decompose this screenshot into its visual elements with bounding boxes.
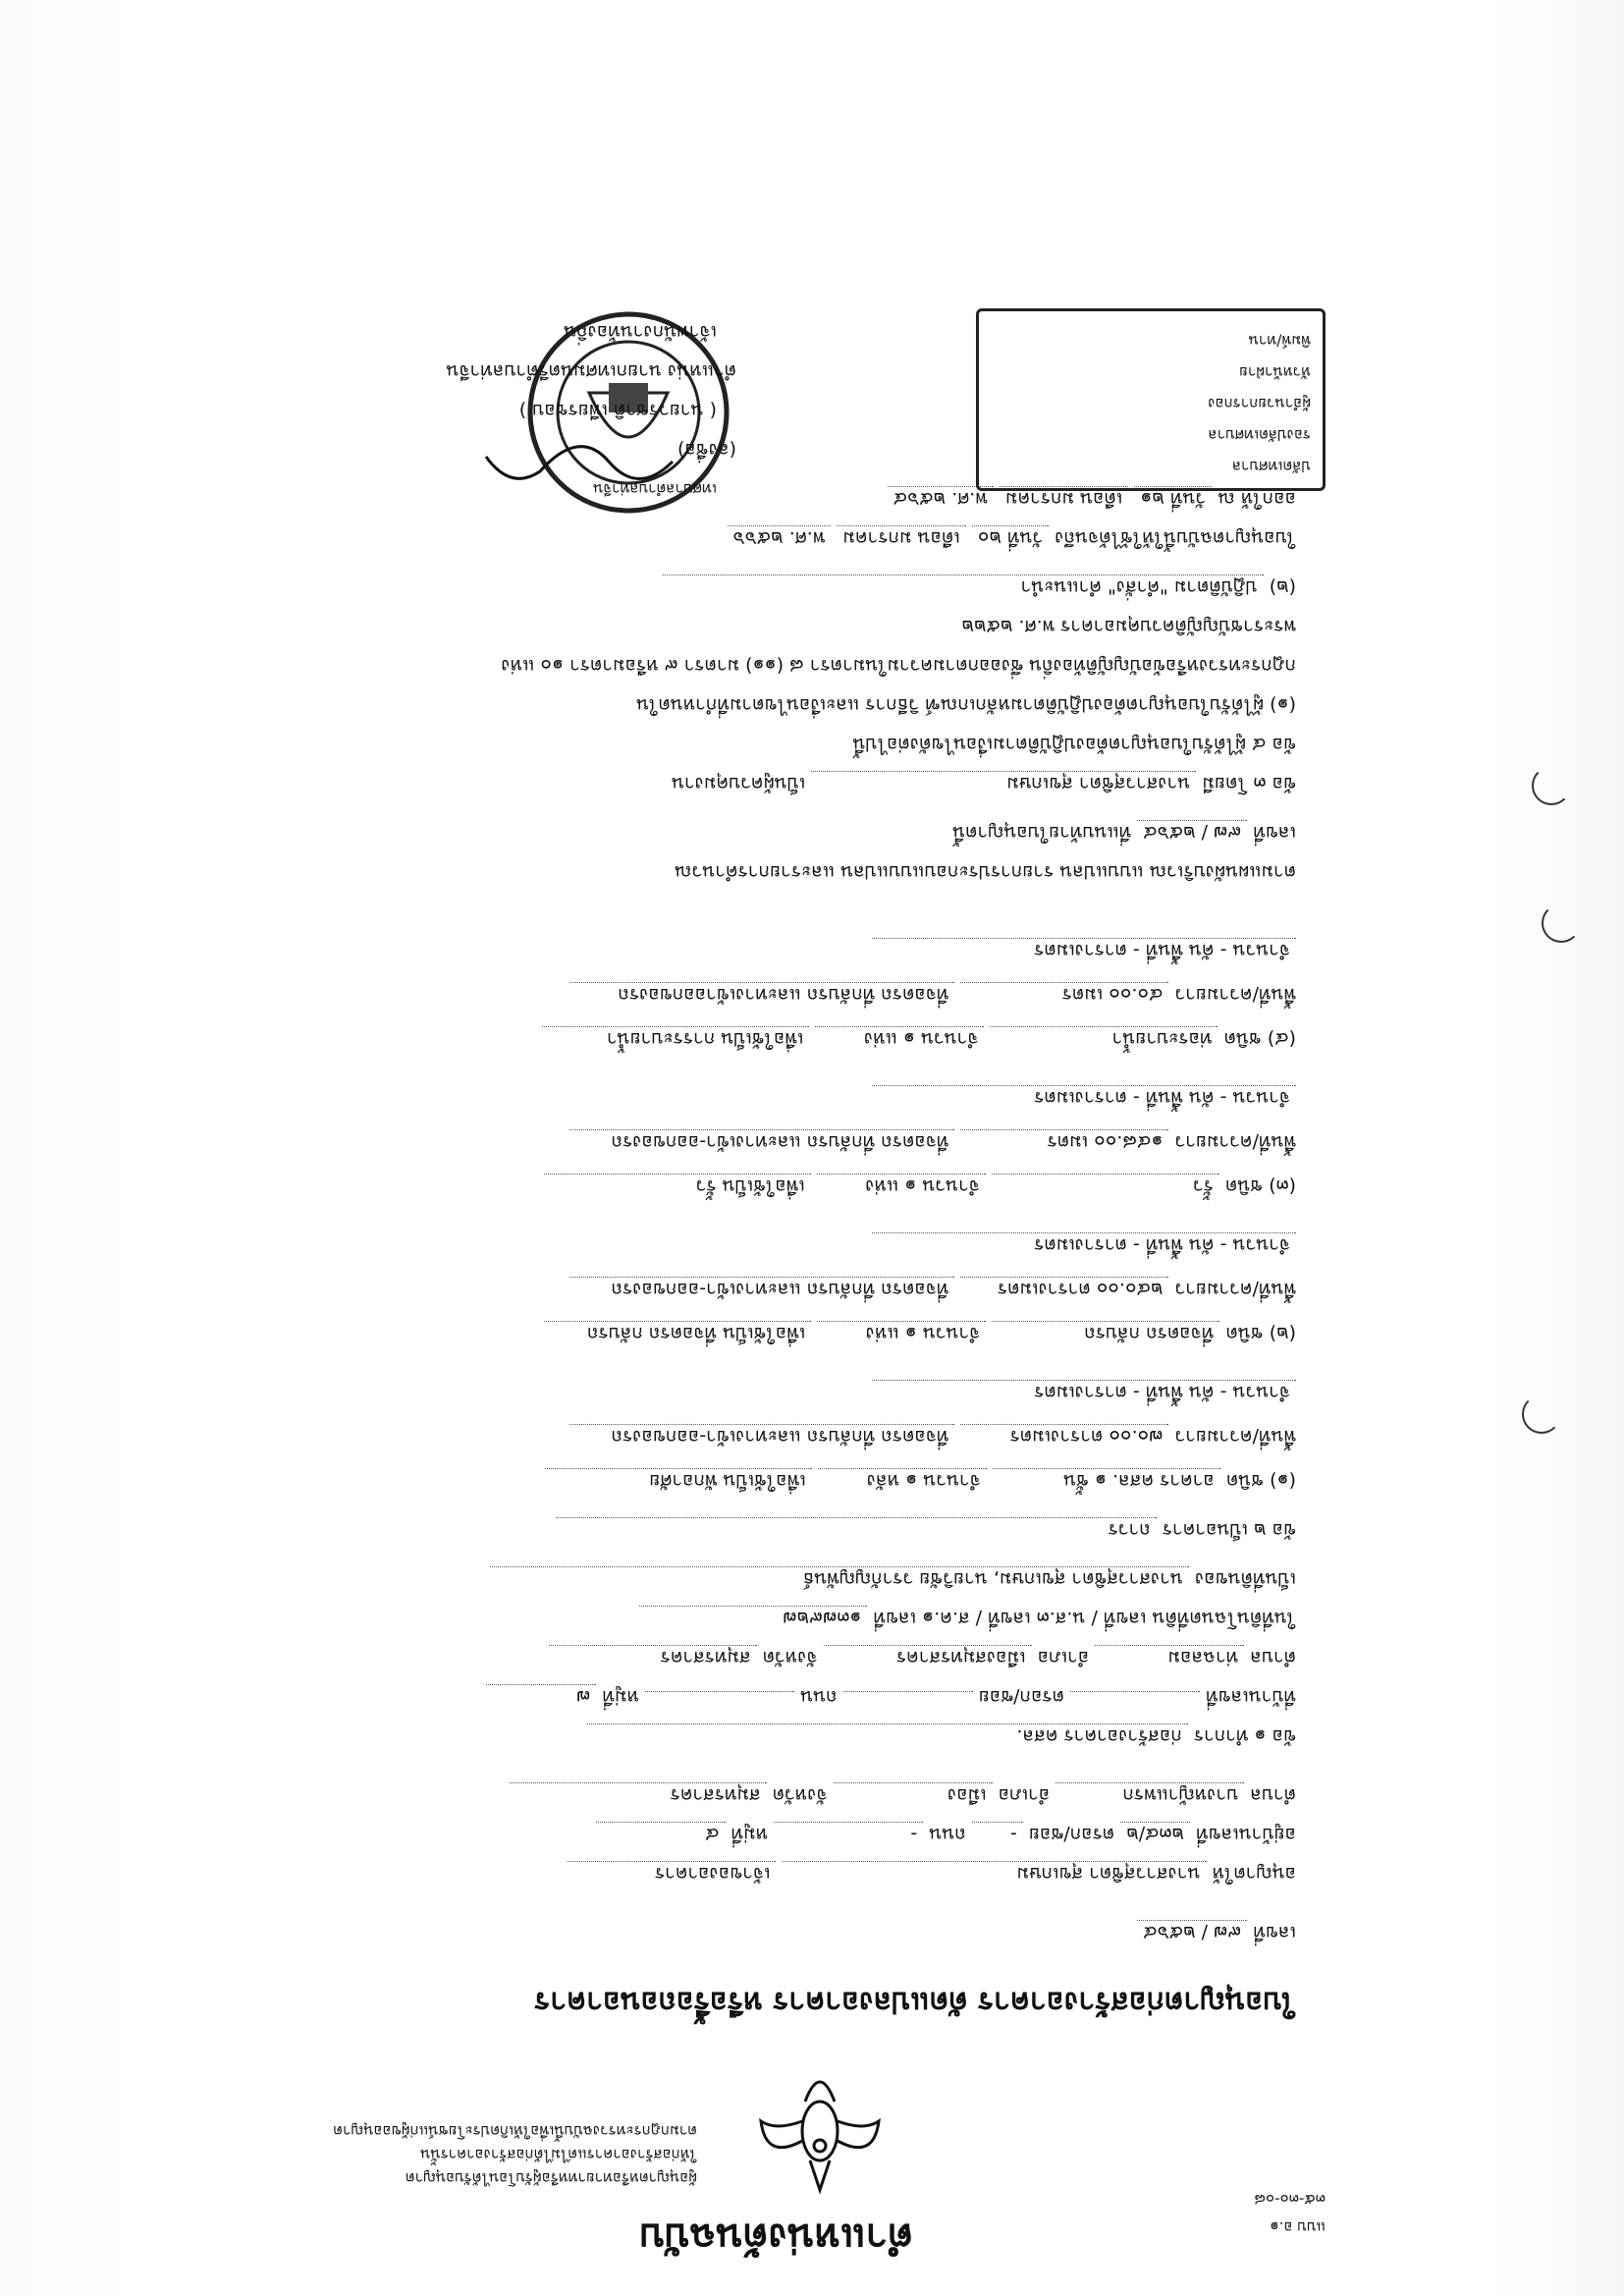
- signature-scribble-icon: [481, 442, 677, 501]
- form-code: แบบ อ.๑: [1270, 2218, 1326, 2236]
- clause1-road: [645, 1691, 794, 1692]
- seal-text: เทศบาลตำบลท่าจีน: [593, 480, 717, 498]
- clause1-action: ก่อสร้างอาคาร คสล.: [587, 1723, 1188, 1748]
- clause1-location: [1070, 1691, 1200, 1692]
- building-item-area: [569, 982, 1296, 1007]
- doc-code: ๓๕-๓๐-๐๘: [1254, 2191, 1326, 2209]
- clause3-inspector: นางสาวสุชิดา สุขเกษม: [811, 771, 1196, 795]
- building-item-parking: [872, 1232, 1296, 1257]
- clause1-road-label: ถนน: [800, 1686, 838, 1708]
- clause1-alley: [843, 1691, 973, 1692]
- item-parking-count: จำนวน - คัน พื้นที่ - ตารางเมตร: [872, 938, 1296, 962]
- margin-mark: [1542, 903, 1581, 943]
- issued-label: ออกให้ ณ: [1218, 488, 1296, 510]
- item-area: ๗๐.๐๐ ตารางเมตร: [960, 1424, 1168, 1449]
- item-count: จำนวน ๑ แห่ง: [817, 1321, 986, 1345]
- clause1-land-row: [639, 1606, 1296, 1630]
- item-parking: ที่จอดรถ ที่กลับรถ และทางเข้าออกของรถ: [569, 982, 954, 1007]
- clause1-owner-label: เป็นที่ดินของ: [1194, 1568, 1296, 1590]
- item-kind: ที่จอดรถ กลับรถ: [992, 1321, 1219, 1345]
- item-use: เพื่อใช้เป็น ที่จอดรถ กลับรถ: [544, 1321, 811, 1345]
- clause3-inspector-role: เป็นผู้ควบคุมงาน: [671, 773, 806, 794]
- item-parking: ที่จอดรถ ที่กลับรถ และทางเข้า-ออกของรถ: [569, 1277, 954, 1301]
- building-item: [542, 1026, 1296, 1051]
- item-number: (๑) ชนิด: [1225, 1470, 1296, 1492]
- item-parking: ที่จอดรถ ที่กลับรถ และทางเข้า-ออกของรถ: [569, 1424, 954, 1449]
- grantee-area-row: [510, 1782, 1296, 1807]
- clause1-province: สมุทรสาคร: [549, 1645, 757, 1669]
- building-item-parking: [872, 1085, 1296, 1110]
- clause1-owner-row: [490, 1566, 1296, 1591]
- clause1-subdistrict-label: ตำบล: [1250, 1647, 1296, 1668]
- moo: ๔: [596, 1822, 726, 1846]
- clause3-plan-row: [952, 820, 1296, 845]
- issued-month: เดือน มกราคม: [1000, 486, 1128, 511]
- item-area-label: พื้นที่/ความยาว: [1174, 984, 1296, 1006]
- building-item-area: [569, 1424, 1296, 1449]
- clause1-land-label: ในที่ดินโฉนดที่ดิน เลขที่ / น.ส.๓ เลขที่ / ส.ค.๑ เลขที่: [873, 1608, 1296, 1629]
- expire-label: ใบอนุญาตฉบับนี้ให้ใช้ได้จนถึง: [1055, 527, 1296, 549]
- stamp-line: ปลัดเทศบาล: [1231, 458, 1311, 475]
- expire-year: พ.ศ. ๒๕๖๖: [728, 525, 832, 550]
- stamp-line: หัวหน้าฝ่าย: [1239, 363, 1311, 381]
- item-parking-count: จำนวน - คัน พื้นที่ - ตารางเมตร: [872, 1232, 1296, 1257]
- item-count: จำนวน ๑ แห่ง: [815, 1026, 984, 1051]
- address-no: ๒๓๔/๒: [1120, 1822, 1190, 1846]
- item-kind: รั้ว: [992, 1174, 1219, 1198]
- expire-month: เดือน มกราคม: [837, 525, 965, 550]
- clause3-plan-label: เลขที่: [1253, 822, 1296, 844]
- clause2-label: ข้อ ๒ เป็นอาคาร: [1162, 1519, 1296, 1541]
- item-use: เพื่อใช้เป็น การระบายน้ำ: [542, 1026, 809, 1051]
- building-item: [544, 1174, 1296, 1198]
- clause3-plan-number: ๙๗ / ๒๕๖๔: [1137, 820, 1247, 845]
- issued-day: วันที่ ๒๑: [1134, 486, 1212, 511]
- building-item: [544, 1321, 1296, 1345]
- grantee-address-row: [596, 1822, 1296, 1846]
- district: เมือง: [834, 1782, 993, 1807]
- permit-title: ใบอนุญาตก่อสร้างอาคาร ดัดแปลงอาคาร หรือรื้อถอนอาคาร: [534, 1985, 1296, 2019]
- stamp-line: พิมพ์/ทาน: [1248, 332, 1311, 350]
- item-number: (๒) ชนิด: [1225, 1323, 1296, 1344]
- item-use: เพื่อใช้เป็น พักอาศัย: [545, 1468, 812, 1493]
- item-number: (๓) ชนิด: [1224, 1175, 1296, 1197]
- clause4-line-4: พระราชบัญญัติควบคุมอาคาร พ.ศ. ๒๕๒๒: [961, 616, 1296, 637]
- permit-number-label: เลขที่: [1253, 1922, 1296, 1943]
- moo-label: หมู่ที่: [731, 1824, 769, 1845]
- garuda-emblem-icon: [756, 2052, 884, 2200]
- building-item-parking: [872, 1380, 1296, 1404]
- clause1-area-row: [549, 1645, 1296, 1669]
- grantee-name: นางสาวสุชิดา สุขเกษม: [783, 1861, 1207, 1886]
- clause1-province-label: จังหวัด: [762, 1647, 818, 1668]
- sign-label: (ลงชื่อ): [677, 439, 736, 461]
- clause1-district: เมืองสมุทรสาคร: [824, 1645, 1032, 1669]
- grantee-label: อนุญาตให้: [1212, 1863, 1296, 1885]
- item-kind: อาคาร คสล. ๑ ชั้น: [993, 1468, 1220, 1493]
- item-area: ๒๔๐.๐๐ ตารางเมตร: [960, 1277, 1168, 1301]
- expire-row: [728, 525, 1296, 550]
- clause1-subdistrict: ท่าฉลอม: [1095, 1645, 1244, 1669]
- office-initials-stamp: [976, 308, 1326, 491]
- stamp-line: รองปลัดเทศบาล: [1208, 426, 1311, 444]
- clause1-moo-label: หมู่ที่: [602, 1686, 640, 1708]
- ministry-note-3: ตามกฎกระทรวงฉบับนี้เพื่อให้เกิดประโยชน์แก่ผู้ขออนุญาต: [333, 2122, 697, 2140]
- clause4-line-5: [663, 574, 1296, 599]
- clause1-district-label: อำเภอ: [1037, 1647, 1090, 1668]
- clause3-text: ตามแผนผังบริเวณ แบบแปลน รายการประกอบแบบแปลน และรายการคำนวณ: [674, 861, 1296, 883]
- item-area-label: พื้นที่/ความยาว: [1174, 1426, 1296, 1448]
- clause2-intro: ถาวร: [556, 1517, 1157, 1542]
- expire-day: วันที่ ๒๐: [972, 525, 1049, 550]
- subdistrict: บางหญ้าแพรก: [1056, 1782, 1244, 1807]
- ministry-note-1: ผู้อนุญาตหรือทายาทหรือผู้รับโอนได้รับอนุญาต: [405, 2169, 697, 2187]
- margin-mark: [1522, 1394, 1561, 1434]
- item-area: ๑๔๘.๐๐ เมตร: [960, 1129, 1168, 1154]
- clause1-owner: นางสาวสุชิดา สุขเกษม, นายวิชัย วรากัญญพันธ์: [490, 1566, 1189, 1591]
- signer-authority: เจ้าพนักงานท้องถิ่น: [564, 321, 717, 343]
- province-label: จังหวัด: [772, 1784, 828, 1806]
- subdistrict-label: ตำบล: [1250, 1784, 1296, 1806]
- clause1-location-label: ที่บ้านเลขที่: [1206, 1686, 1296, 1708]
- address-label: อยู่บ้านเลขที่: [1196, 1824, 1296, 1845]
- grantee-role: เจ้าของอาคาร: [568, 1861, 777, 1886]
- clause3-inspector-row: [672, 771, 1296, 795]
- clause3-plan-suffix: ที่แนบท้ายใบอนุญาตนี้: [952, 822, 1132, 844]
- item-area: ๔๐.๐๐ เมตร: [960, 982, 1168, 1007]
- item-parking: ที่จอดรถ ที่กลับรถ และทางเข้า-ออกของรถ: [569, 1129, 954, 1154]
- clause4-line-2: (๑) ผู้ได้รับใบอนุญาตต้องปฏิบัติตามหลักเกณฑ์ วิธีการ และเงื่อนไขตามที่กำหนดใน: [636, 694, 1296, 716]
- document-heading: ตำแหน่งต้นฉบับ: [639, 2214, 913, 2261]
- alley-label: ตรอก/ซอย: [1028, 1824, 1115, 1845]
- building-item-parking: [872, 938, 1296, 962]
- clause4-item-2: (๒): [1269, 576, 1296, 598]
- clause1-location-row: [486, 1684, 1296, 1709]
- stamp-line: ผู้อำนวยการกอง: [1208, 395, 1311, 412]
- clause1-moo: ๗: [486, 1684, 596, 1709]
- clause2-row: [556, 1517, 1296, 1542]
- road: -: [774, 1822, 923, 1846]
- alley: -: [972, 1822, 1023, 1846]
- item-parking-count: จำนวน - คัน พื้นที่ - ตารางเมตร: [872, 1380, 1296, 1404]
- building-item-area: [569, 1129, 1296, 1154]
- permit-number-row: [1137, 1920, 1296, 1944]
- issued-year: พ.ศ. ๒๕๖๔: [888, 486, 994, 511]
- building-item: [545, 1468, 1296, 1493]
- item-number: (๔) ชนิด: [1223, 1028, 1296, 1050]
- clause1-alley-label: ตรอก/ซอย: [978, 1686, 1064, 1708]
- signer-name: ( นายวรชาติ เพียรชอบ ): [518, 400, 717, 421]
- permit-document: [295, 137, 1326, 2259]
- province: สมุทรสาคร: [510, 1782, 767, 1807]
- clause3-inspector-label: ข้อ ๓ โดยมี: [1202, 773, 1296, 794]
- grantee-row: [568, 1861, 1297, 1886]
- item-area-label: พื้นที่/ความยาว: [1174, 1131, 1296, 1153]
- item-parking-count: จำนวน - คัน พื้นที่ - ตารางเมตร: [872, 1085, 1296, 1110]
- item-kind: ท่อระบายน้ำ: [990, 1026, 1218, 1051]
- item-area-label: พื้นที่/ความยาว: [1174, 1279, 1296, 1300]
- item-count: จำนวน ๑ หลัง: [818, 1468, 987, 1493]
- item-use: เพื่อใช้เป็น รั้ว: [544, 1174, 811, 1198]
- clause4-item-2-text: ปฏิบัติตาม "คำสั่ง" คำแนะนำ: [663, 574, 1264, 599]
- clause1-land: ๑๓๗๙๒๗: [639, 1606, 867, 1630]
- ministry-note-2: ให้ก่อสร้างอาคารแต่ไม่ได้ก่อสร้างอาคารนั้น: [420, 2146, 697, 2163]
- clause4-line-3: กฎกระทรวงหรือข้อบัญญัติท้องถิ่น ซึ่งออกตามความในมาตรา ๘ (๑๑) มาตรา ๙ หรือมาตรา ๑๐ แห่ง: [501, 655, 1296, 677]
- clause4-line-1: ข้อ ๔ ผู้ได้รับใบอนุญาตต้องปฏิบัติตามเงื่อนไขดังต่อไปนี้: [852, 734, 1296, 755]
- clause1-label: ข้อ ๑ ทำการ: [1193, 1725, 1296, 1747]
- margin-mark: [1532, 766, 1571, 805]
- item-count: จำนวน ๑ แห่ง: [817, 1174, 986, 1198]
- district-label: อำเภอ: [998, 1784, 1051, 1806]
- road-label: ถนน: [929, 1824, 966, 1845]
- signer-position: ตำแหน่ง นายกเทศมนตรีตำบลท่าจีน: [446, 360, 736, 382]
- permit-number: ๙๗ / ๒๕๖๔: [1137, 1920, 1247, 1944]
- building-item-area: [569, 1277, 1296, 1301]
- clause1-row: [587, 1723, 1296, 1748]
